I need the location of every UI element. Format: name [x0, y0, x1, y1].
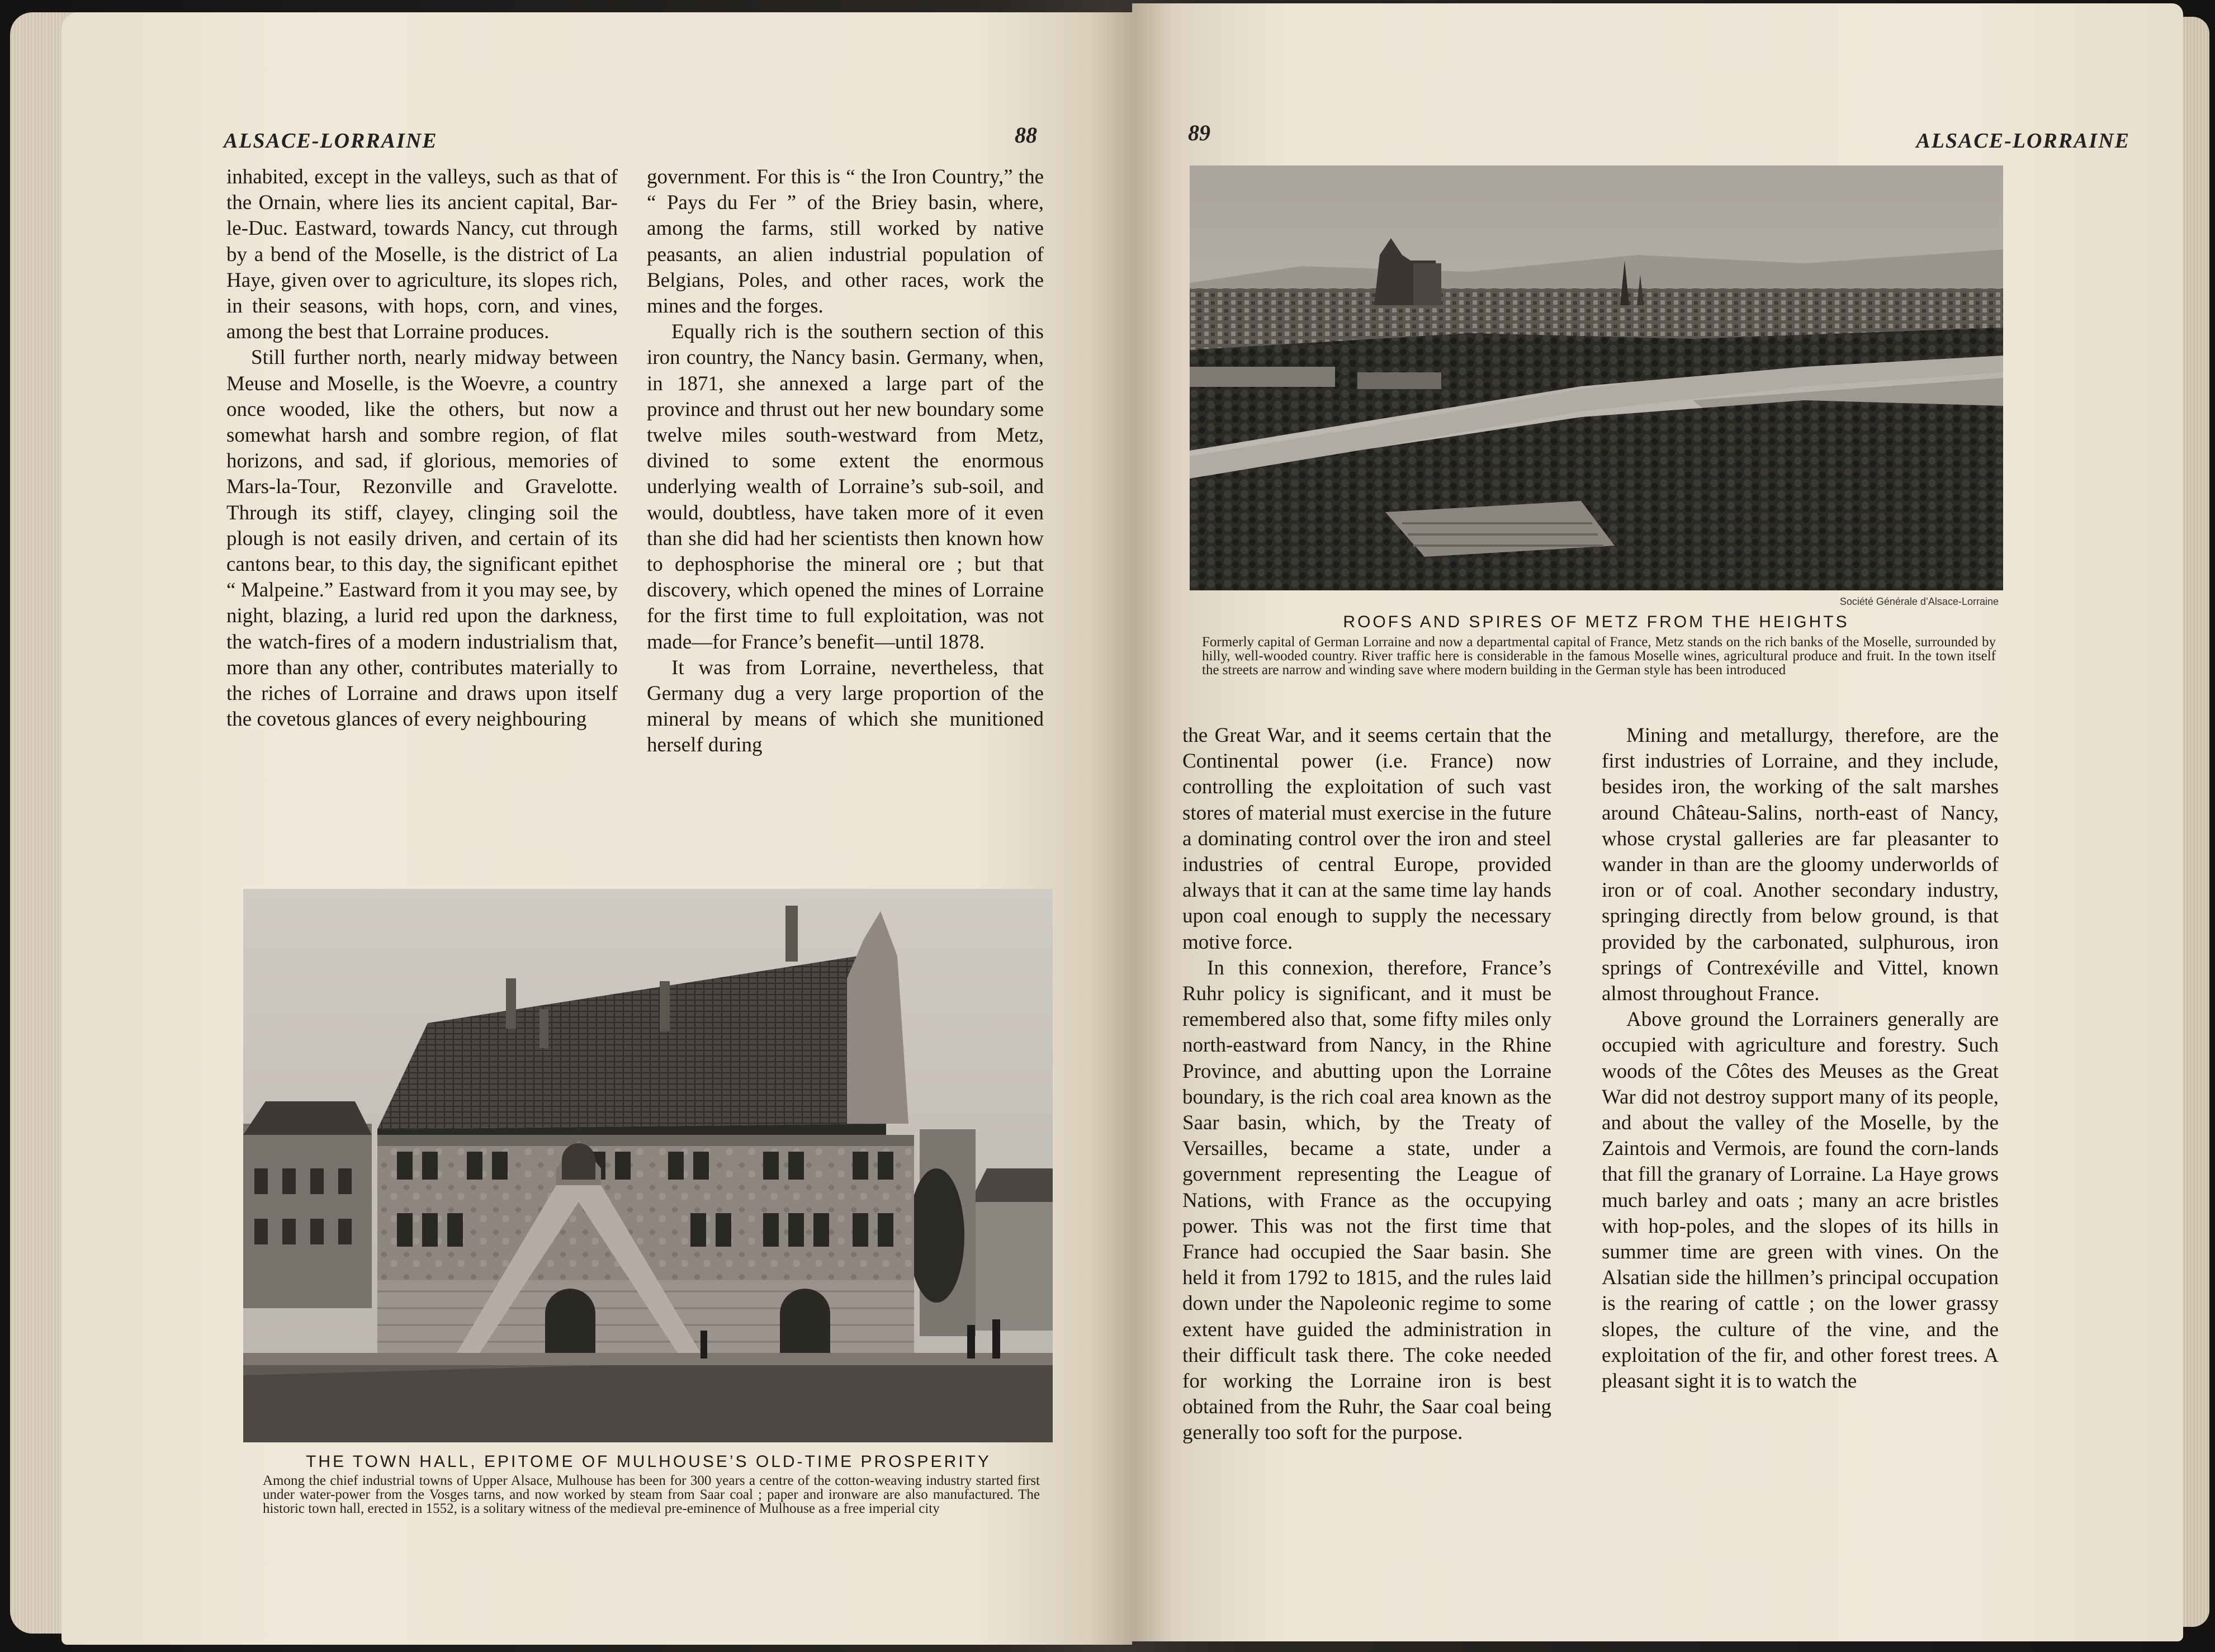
page-number-right: 89 [1188, 120, 1210, 145]
metz-panorama-photo [1190, 165, 2003, 590]
right-page [1132, 3, 2183, 1641]
paragraph: government. For this is “ the Iron Country,” the “ Pays du Fer ” of the Briey basin, where, among the farms, still worked by native peasants, an alien industrial population of Belgians, Poles, and other races, work the mines and the forges. [647, 165, 1044, 318]
paragraph: In this connexion, therefore, France’s Ruhr policy is significant, and it must be remembered also that, some fifty miles only north-eastward from Nancy, in the Rhine Province, and abutting upon the Lorraine boundary, is the rich coal area known as the Saar basin, which, by the Treaty of Versailles, became a state, under a government representing the League of Nations, with France as the occupying power. This was not the first time that France had occupied the Saar basin. She held it from 1792 to 1815, and the rules laid down under the Napoleonic regime to some extent have guided the administration in their difficult task there. The coke needed for working the Lorraine iron is best obtained from the Ruhr, the Saar coal being generally too soft for the purpose. [1182, 956, 1551, 1445]
caption-title-left: THE TOWN HALL, EPITOME OF MULHOUSE’S OLD-TIME PROSPERITY [306, 1452, 991, 1471]
running-head-left: ALSACE-LORRAINE [224, 129, 438, 153]
right-column-2 [1602, 723, 1999, 1394]
running-head-right: ALSACE-LORRAINE [1916, 129, 2130, 153]
paragraph: inhabited, except in the valleys, such as that of the Ornain, where lies its ancient capital, Bar-le-Duc. Eastward, towards Nancy, cut through by a bend of the Moselle, is the district of La Haye, given over to agriculture, its slopes rich, in their seasons, with hops, corn, and vines, among the best that Lorraine produces. [226, 165, 618, 344]
caption-text-left: Among the chief industrial towns of Upper Alsace, Mulhouse has been for 300 years a centre of the cotton-weaving industry started first under water-power from the Vosges tarns, and now worked by steam from Saar coal ; paper and ironware are also manufactured. The historic town hall, erected in 1552, is a solitary witness of the medieval pre-eminence of Mulhouse as a free imperial city [263, 1473, 1040, 1516]
left-column-2 [647, 164, 1044, 759]
paragraph: Still further north, nearly midway between Meuse and Moselle, is the Woevre, a country once wooded, like the others, but now a somewhat harsh and sombre region, of flat horizons, and sad, if glorious, memories of Mars-la-Tour, Rezonville and Gravelotte. Through its stiff, clayey, clinging soil the plough is not easily driven, and certain of its cantons bear, to this day, the significant epithet “ Malpeine.” Eastward from it you may see, by night, blazing, a lurid red upon the darkness, the watch-fires of a modern industrialism that, more than any other, contributes materially to the riches of Lorraine and draws upon itself the covetous glances of every neighbouring [226, 346, 618, 731]
right-column-1 [1182, 723, 1551, 1446]
left-column-1 [226, 164, 618, 732]
caption-text-right: Formerly capital of German Lorraine and now a departmental capital of France, Metz stands on the rich banks of the Moselle, surrounded by hilly, well-wooded country. River traffic here is considerable in the famous Moselle wines, agricultural produce and fruit. In the town itself the streets are narrow and winding save where modern building in the German style has been introduced [1202, 635, 1996, 678]
photo-credit: Société Générale d’Alsace-Lorraine [1839, 596, 1999, 607]
mulhouse-town-hall-photo [243, 889, 1053, 1442]
paragraph: Above ground the Lorrainers generally are occupied with agriculture and forestry. Such woods of the Côtes des Meuses as the Great War did not destroy support many of its people, and about the valley of the Moselle, by the Zaintois and Vermois, are found the corn-lands that fill the granary of Lorraine. La Haye grows much barley and oats ; many an acre bristles with hop-poles, and the slopes of its hills in summer time are green with vines. On the Alsatian side the hillmen’s principal occupation is the rearing of cattle ; on the lower grassy slopes, the culture of the vine, and the exploitation of the fir, and other forest trees. A pleasant sight it is to watch the [1602, 1008, 1999, 1393]
paragraph: the Great War, and it seems certain that the Continental power (i.e. France) now controlling the exploitation of such vast stores of material must exercise in the future a dominating control over the iron and steel industries of central Europe, provided always that it can at the same time lay hands upon coal enough to supply the necessary motive force. [1182, 724, 1551, 954]
left-page [61, 12, 1132, 1645]
paragraph: Mining and metallurgy, therefore, are the first industries of Lorraine, and they include, besides iron, the working of the salt marshes around Château-Salins, north-east of Nancy, whose crystal galleries are far pleasanter to wander in than are the gloomy underworlds of iron or of coal. Another secondary industry, springing directly from below ground, is that provided by the carbonated, sulphurous, iron springs of Contrexéville and Vittel, known almost throughout France. [1602, 724, 1999, 1006]
caption-title-right: ROOFS AND SPIRES OF METZ FROM THE HEIGHTS [1343, 613, 1849, 631]
paragraph: Equally rich is the southern section of this iron country, the Nancy basin. Germany, when, in 1871, she annexed a large part of the province and thrust out her new boundary some twelve miles south-westward from Metz, divined to some extent the enormous underlying wealth of Lorraine’s sub-soil, and would, doubtless, have taken more of it even than she did had her scientists then known how to dephosphorise the mineral ore ; but that discovery, which opened the mines of Lorraine for the first time to full exploitation, was not made—for France’s benefit—until 1878. [647, 320, 1044, 654]
page-number-left: 88 [1015, 122, 1037, 148]
paragraph: It was from Lorraine, nevertheless, that Germany dug a very large proportion of the mineral by means of which she munitioned herself during [647, 656, 1044, 757]
